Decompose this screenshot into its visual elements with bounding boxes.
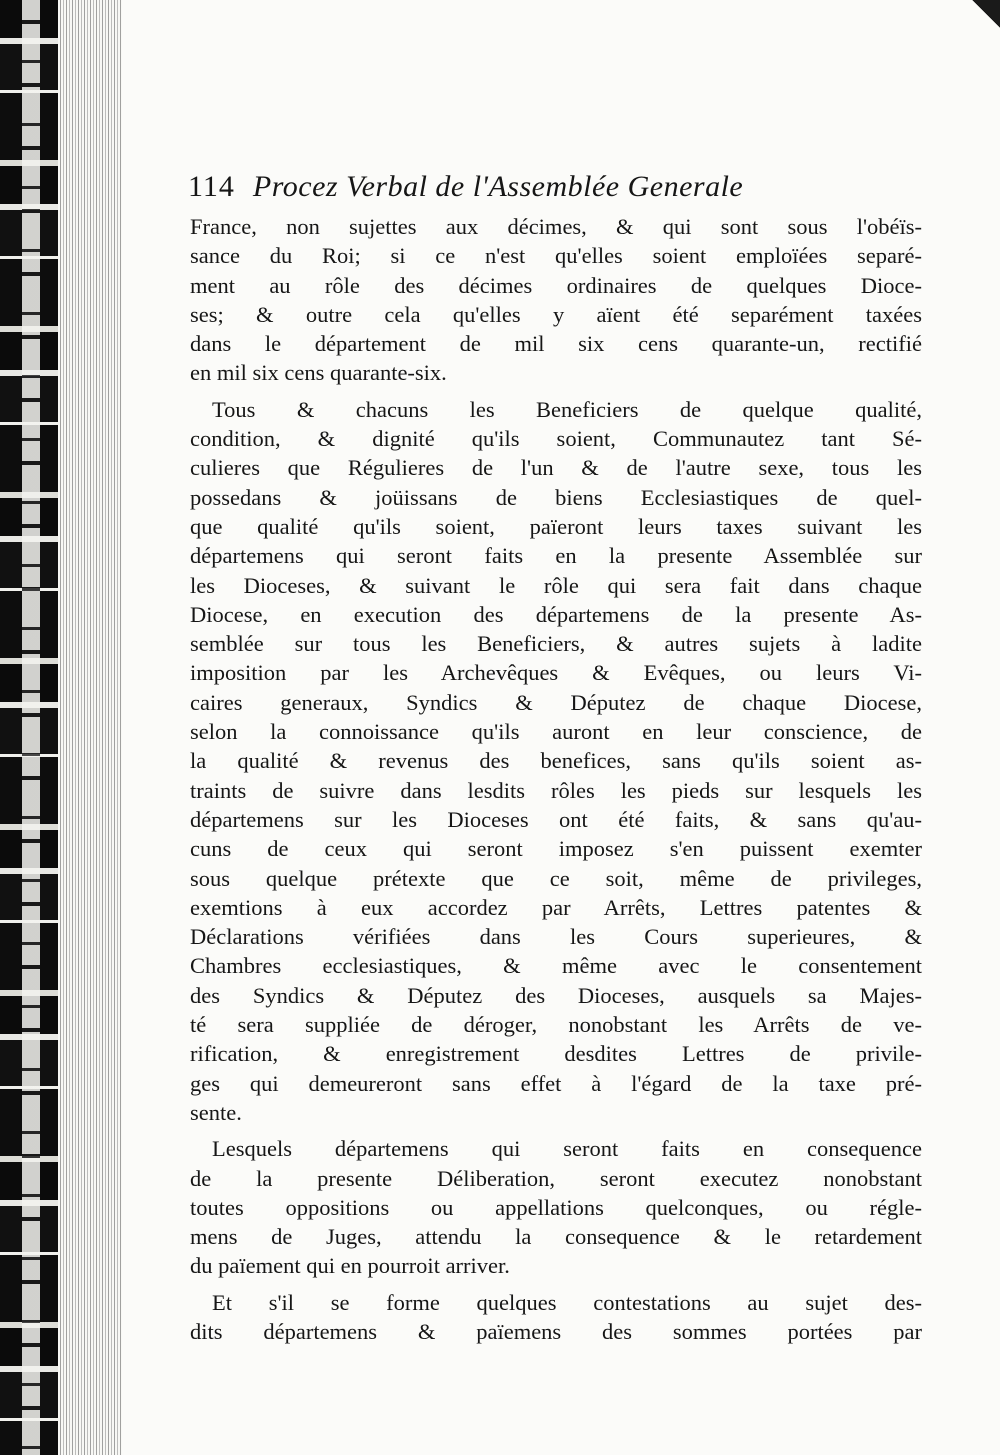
text-line: exemtions à eux accordez par Arrêts, Lettres patentes & [190,894,922,920]
text-line: ges qui demeureront sans effet à l'égard de la taxe pré- [190,1070,922,1096]
text-line: de la presente Déliberation, seront executez nonobstant [190,1165,922,1191]
text-line: caires generaux, Syndics & Députez de chaque Diocese, [190,689,922,715]
text-line: ment au rôle des décimes ordinaires de quelques Dioce- [190,272,922,298]
paragraph [190,1134,922,1280]
text-line: traints de suivre dans lesdits rôles les pieds sur lesquels les [190,777,922,803]
text-line: Lesquels départemens qui seront faits en consequence [212,1136,922,1162]
text-line: Chambres ecclesiastiques, & même avec le consentement [190,953,922,979]
text-line: dits départemens & païemens des sommes portées par [190,1318,922,1344]
text-line: selon la connoissance qu'ils auront en leur conscience, de [190,719,922,745]
binding-gutter-detail [22,0,40,1455]
text-line: Et s'il se forme quelques contestations au sujet des- [212,1289,922,1315]
text-line: rification, & enregistrement desdites Lettres de privile- [190,1041,922,1067]
text-line: sous quelque prétexte que ce soit, même de privileges, [190,865,922,891]
page-edges [58,0,122,1455]
text-line: du païement qui en pourroit arriver. [190,1253,510,1279]
binding-gutter [0,0,58,1455]
text-line: la qualité & revenus des benefices, sans qu'ils soient as- [190,748,922,774]
text-line: té sera suppliée de déroger, nonobstant les Arrêts de ve- [190,1012,922,1038]
text-line: Diocese, en execution des départemens de la presente As- [190,601,922,627]
text-line: cuns de ceux qui seront imposez s'en puissent exemter [190,836,922,862]
text-line: France, non sujettes aux décimes, & qui sont sous l'obéïs- [190,214,922,239]
text-line: que qualité qu'ils soient, païeront leurs taxes suivant les [190,513,922,539]
paragraph [190,212,922,388]
text-line: imposition par les Archevêques & Evêques, ou leurs Vi- [190,660,922,686]
text-line: semblée sur tous les Beneficiers, & autres sujets à ladite [190,631,922,657]
text-line: condition, & dignité qu'ils soient, Communautez tant Sé- [190,426,922,452]
text-line: Tous & chacuns les Beneficiers de quelque qualité, [212,396,922,422]
text-line: culieres que Régulieres de l'un & de l'autre sexe, tous les [190,455,922,481]
page-corner [972,0,1000,28]
text-line: sance du Roi; si ce n'est qu'elles soient emploïées separé- [190,243,922,269]
text-line: mens de Juges, attendu la consequence & le retardement [190,1224,922,1250]
text-line: toutes oppositions ou appellations quelconques, ou régle- [190,1194,922,1220]
text-line: Déclarations vérifiées dans les Cours superieures, & [190,924,922,950]
page-header [188,170,928,214]
text-line: dans le département de mil six cens quarante-un, rectifié [190,331,922,357]
text-line: départemens sur les Dioceses ont été faits, & sans qu'au- [190,806,922,832]
text-line: en mil six cens quarante-six. [190,360,447,386]
text-line: des Syndics & Députez des Dioceses, ausquels sa Majes- [190,982,922,1008]
running-title: Procez Verbal de l'Assemblée Generale [252,170,744,203]
body-text [190,212,922,1346]
text-line: ses; & outre cela qu'elles y aïent été separément taxées [190,301,922,327]
text-line: les Dioceses, & suivant le rôle qui sera fait dans chaque [190,572,922,598]
text-line: possedans & joüissans de biens Ecclesiastiques de quel- [190,484,922,510]
text-line: départemens qui seront faits en la presente Assemblée sur [190,543,922,569]
paragraph [190,395,922,1127]
page-number: 114 [188,170,235,203]
text-line: sente. [190,1099,242,1125]
paragraph [190,1288,922,1347]
